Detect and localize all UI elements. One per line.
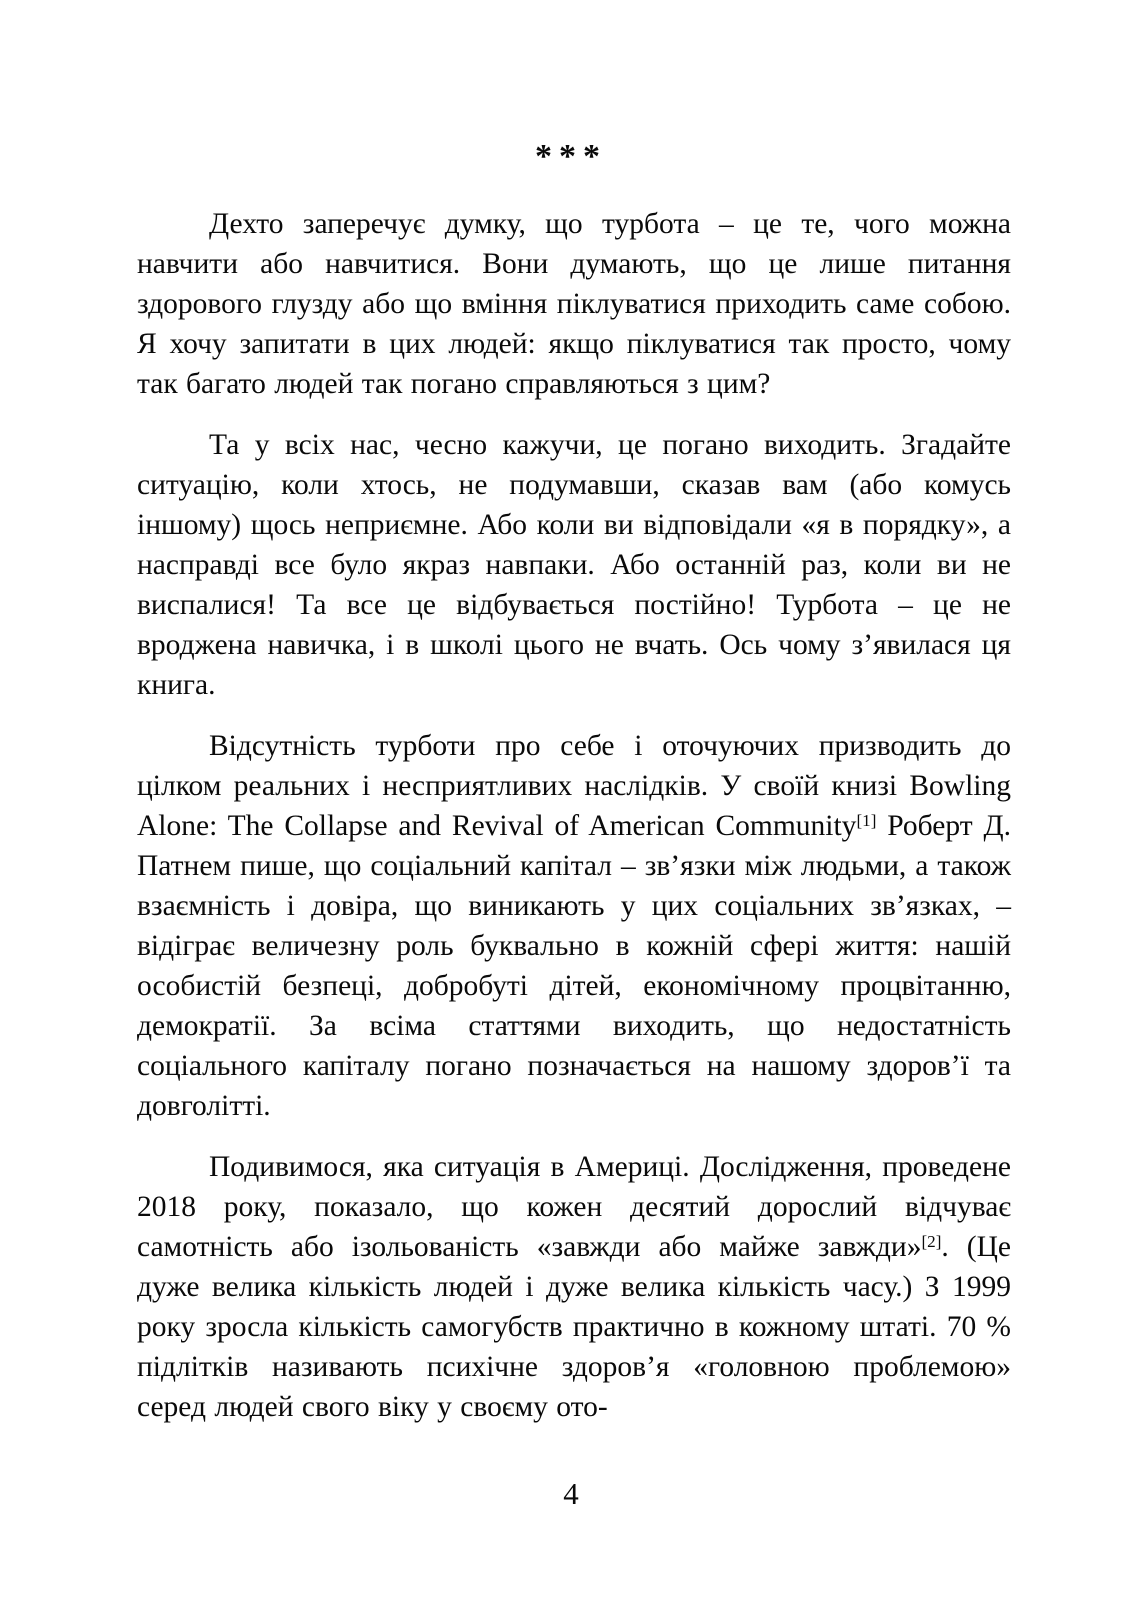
paragraph-text: Подивимося, яка ситуація в Америці. Дослідження, проведене 2018 року, показало, що кожен десятий дорослий відчуває самотність або ізольованість «завжди або майже завжди» [137,1151,1011,1263]
paragraph-text: Відсутність турботи про себе і оточуючих призводить до цілком реальних і несприятливих наслідків. У своїй книзі Bowling Alone: The Collapse and Revival of American Community [137,730,1011,842]
paragraph-text: . (Це дуже велика кількість людей і дуже велика кількість часу.) З 1999 року зросла кількість самогубств практично в кожному штаті. 70 % підлітків називають психічне здоров’я «головною проблемою» серед людей свого віку у своєму ото- [137,1231,1011,1423]
footnote-ref-2: [2] [921,1231,942,1251]
paragraph-text: Дехто заперечує думку, що турбота – це те, чого можна навчити або навчитися. Вони думають, що це лише питання здорового глузду або що вміння піклуватися приходить саме собою. Я хочу запитати в цих людей: якщо піклуватися так просто, чому так багато людей так погано справляються з цим? [137,208,1011,400]
paragraph [137,204,1011,404]
page-number: 4 [563,1476,579,1511]
paragraph-text: Роберт Д. Патнем пише, що соціальний капітал – зв’язки між людьми, а також взаємність і довіра, що виникають у цих соціальних зв’язках, – відіграє величезну роль буквально в кожній сфері життя: нашій особистій безпеці, добробуті дітей, економічному процвітанню, демократії. За всіма статтями виходить, що недостатність соціального капіталу погано позначається на нашому здоров’ї та довголітті. [137,810,1011,1122]
footnote-ref-1: [1] [856,810,877,830]
paragraph [137,1147,1011,1427]
paragraph [137,425,1011,705]
page-content [137,204,1011,1448]
paragraph [137,726,1011,1126]
section-separator: *** [535,138,607,175]
paragraph-text: Та у всіх нас, чесно кажучи, це погано виходить. Згадайте ситуацію, коли хтось, не подумавши, сказав вам (або комусь іншому) щось неприємне. Або коли ви відповідали «я в порядку», а насправді все було якраз навпаки. Або останній раз, коли ви не виспалися! Та все це відбувається постійно! Турбота – це не вроджена навичка, і в школі цього не вчать. Ось чому з’явилася ця книга. [137,429,1011,701]
